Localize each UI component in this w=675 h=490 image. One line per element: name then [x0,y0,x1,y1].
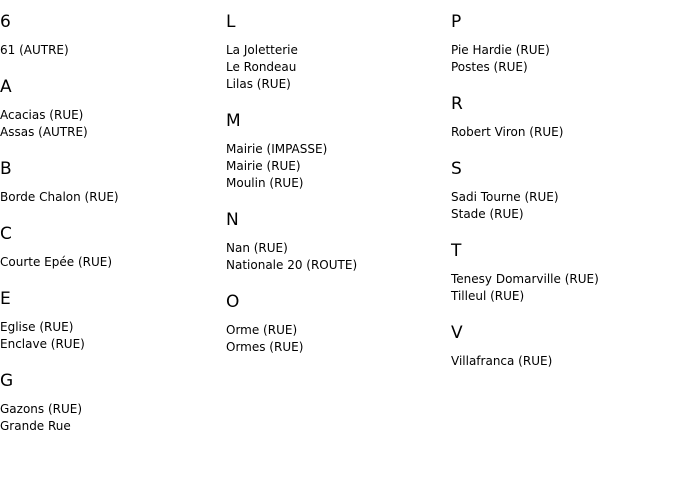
street-link[interactable]: Lilas (RUE) [226,77,291,91]
index-column-2 [226,12,446,374]
street-link[interactable]: Nationale 20 (ROUTE) [226,258,358,272]
letter-group [451,94,671,141]
letter-heading: P [451,12,462,32]
street-link[interactable]: Sadi Tourne (RUE) [451,190,559,204]
letter-group [451,323,671,370]
letter-group [0,224,220,271]
letter-heading: S [451,159,462,179]
street-link[interactable]: Villafranca (RUE) [451,354,553,368]
street-link[interactable]: Tenesy Domarville (RUE) [451,272,599,286]
letter-heading: C [0,224,12,244]
letter-group [0,371,220,435]
street-link[interactable]: Borde Chalon (RUE) [0,190,119,204]
letter-heading: T [451,241,462,261]
street-link[interactable]: Enclave (RUE) [0,337,85,351]
letter-group [0,159,220,206]
street-link[interactable]: Courte Epée (RUE) [0,255,113,269]
letter-group [226,210,446,274]
street-link[interactable]: Eglise (RUE) [0,320,74,334]
letter-group [451,159,671,223]
street-link[interactable]: Le Rondeau [226,60,297,74]
index-column-1 [0,12,220,453]
index-column-3 [451,12,671,388]
letter-heading: A [0,77,12,97]
letter-group [226,111,446,192]
letter-group [451,241,671,305]
street-link[interactable]: Acacias (RUE) [0,108,84,122]
street-link[interactable]: Ormes (RUE) [226,340,304,354]
street-link[interactable]: La Joletterie [226,43,298,57]
letter-group [226,12,446,93]
street-link[interactable]: Mairie (IMPASSE) [226,142,328,156]
letter-heading: N [226,210,239,230]
street-link[interactable]: Tilleul (RUE) [451,289,525,303]
street-link[interactable]: Robert Viron (RUE) [451,125,564,139]
letter-group [0,289,220,353]
street-link[interactable]: 61 (AUTRE) [0,43,69,57]
street-link[interactable]: Gazons (RUE) [0,402,83,416]
street-link[interactable]: Moulin (RUE) [226,176,304,190]
letter-heading: G [0,371,14,391]
street-link[interactable]: Postes (RUE) [451,60,528,74]
street-link[interactable]: Nan (RUE) [226,241,288,255]
street-link[interactable]: Pie Hardie (RUE) [451,43,550,57]
street-link[interactable]: Stade (RUE) [451,207,524,221]
street-link[interactable]: Mairie (RUE) [226,159,301,173]
letter-group [451,12,671,76]
letter-group [0,77,220,141]
letter-heading: O [226,292,240,312]
street-link[interactable]: Grande Rue [0,419,71,433]
letter-heading: L [226,12,236,32]
letter-heading: V [451,323,463,343]
letter-heading: B [0,159,12,179]
letter-heading: M [226,111,241,131]
street-link[interactable]: Orme (RUE) [226,323,298,337]
letter-heading: 6 [0,12,11,32]
letter-group [226,292,446,356]
letter-group [0,12,220,59]
letter-heading: E [0,289,11,309]
street-link[interactable]: Assas (AUTRE) [0,125,88,139]
letter-heading: R [451,94,463,114]
